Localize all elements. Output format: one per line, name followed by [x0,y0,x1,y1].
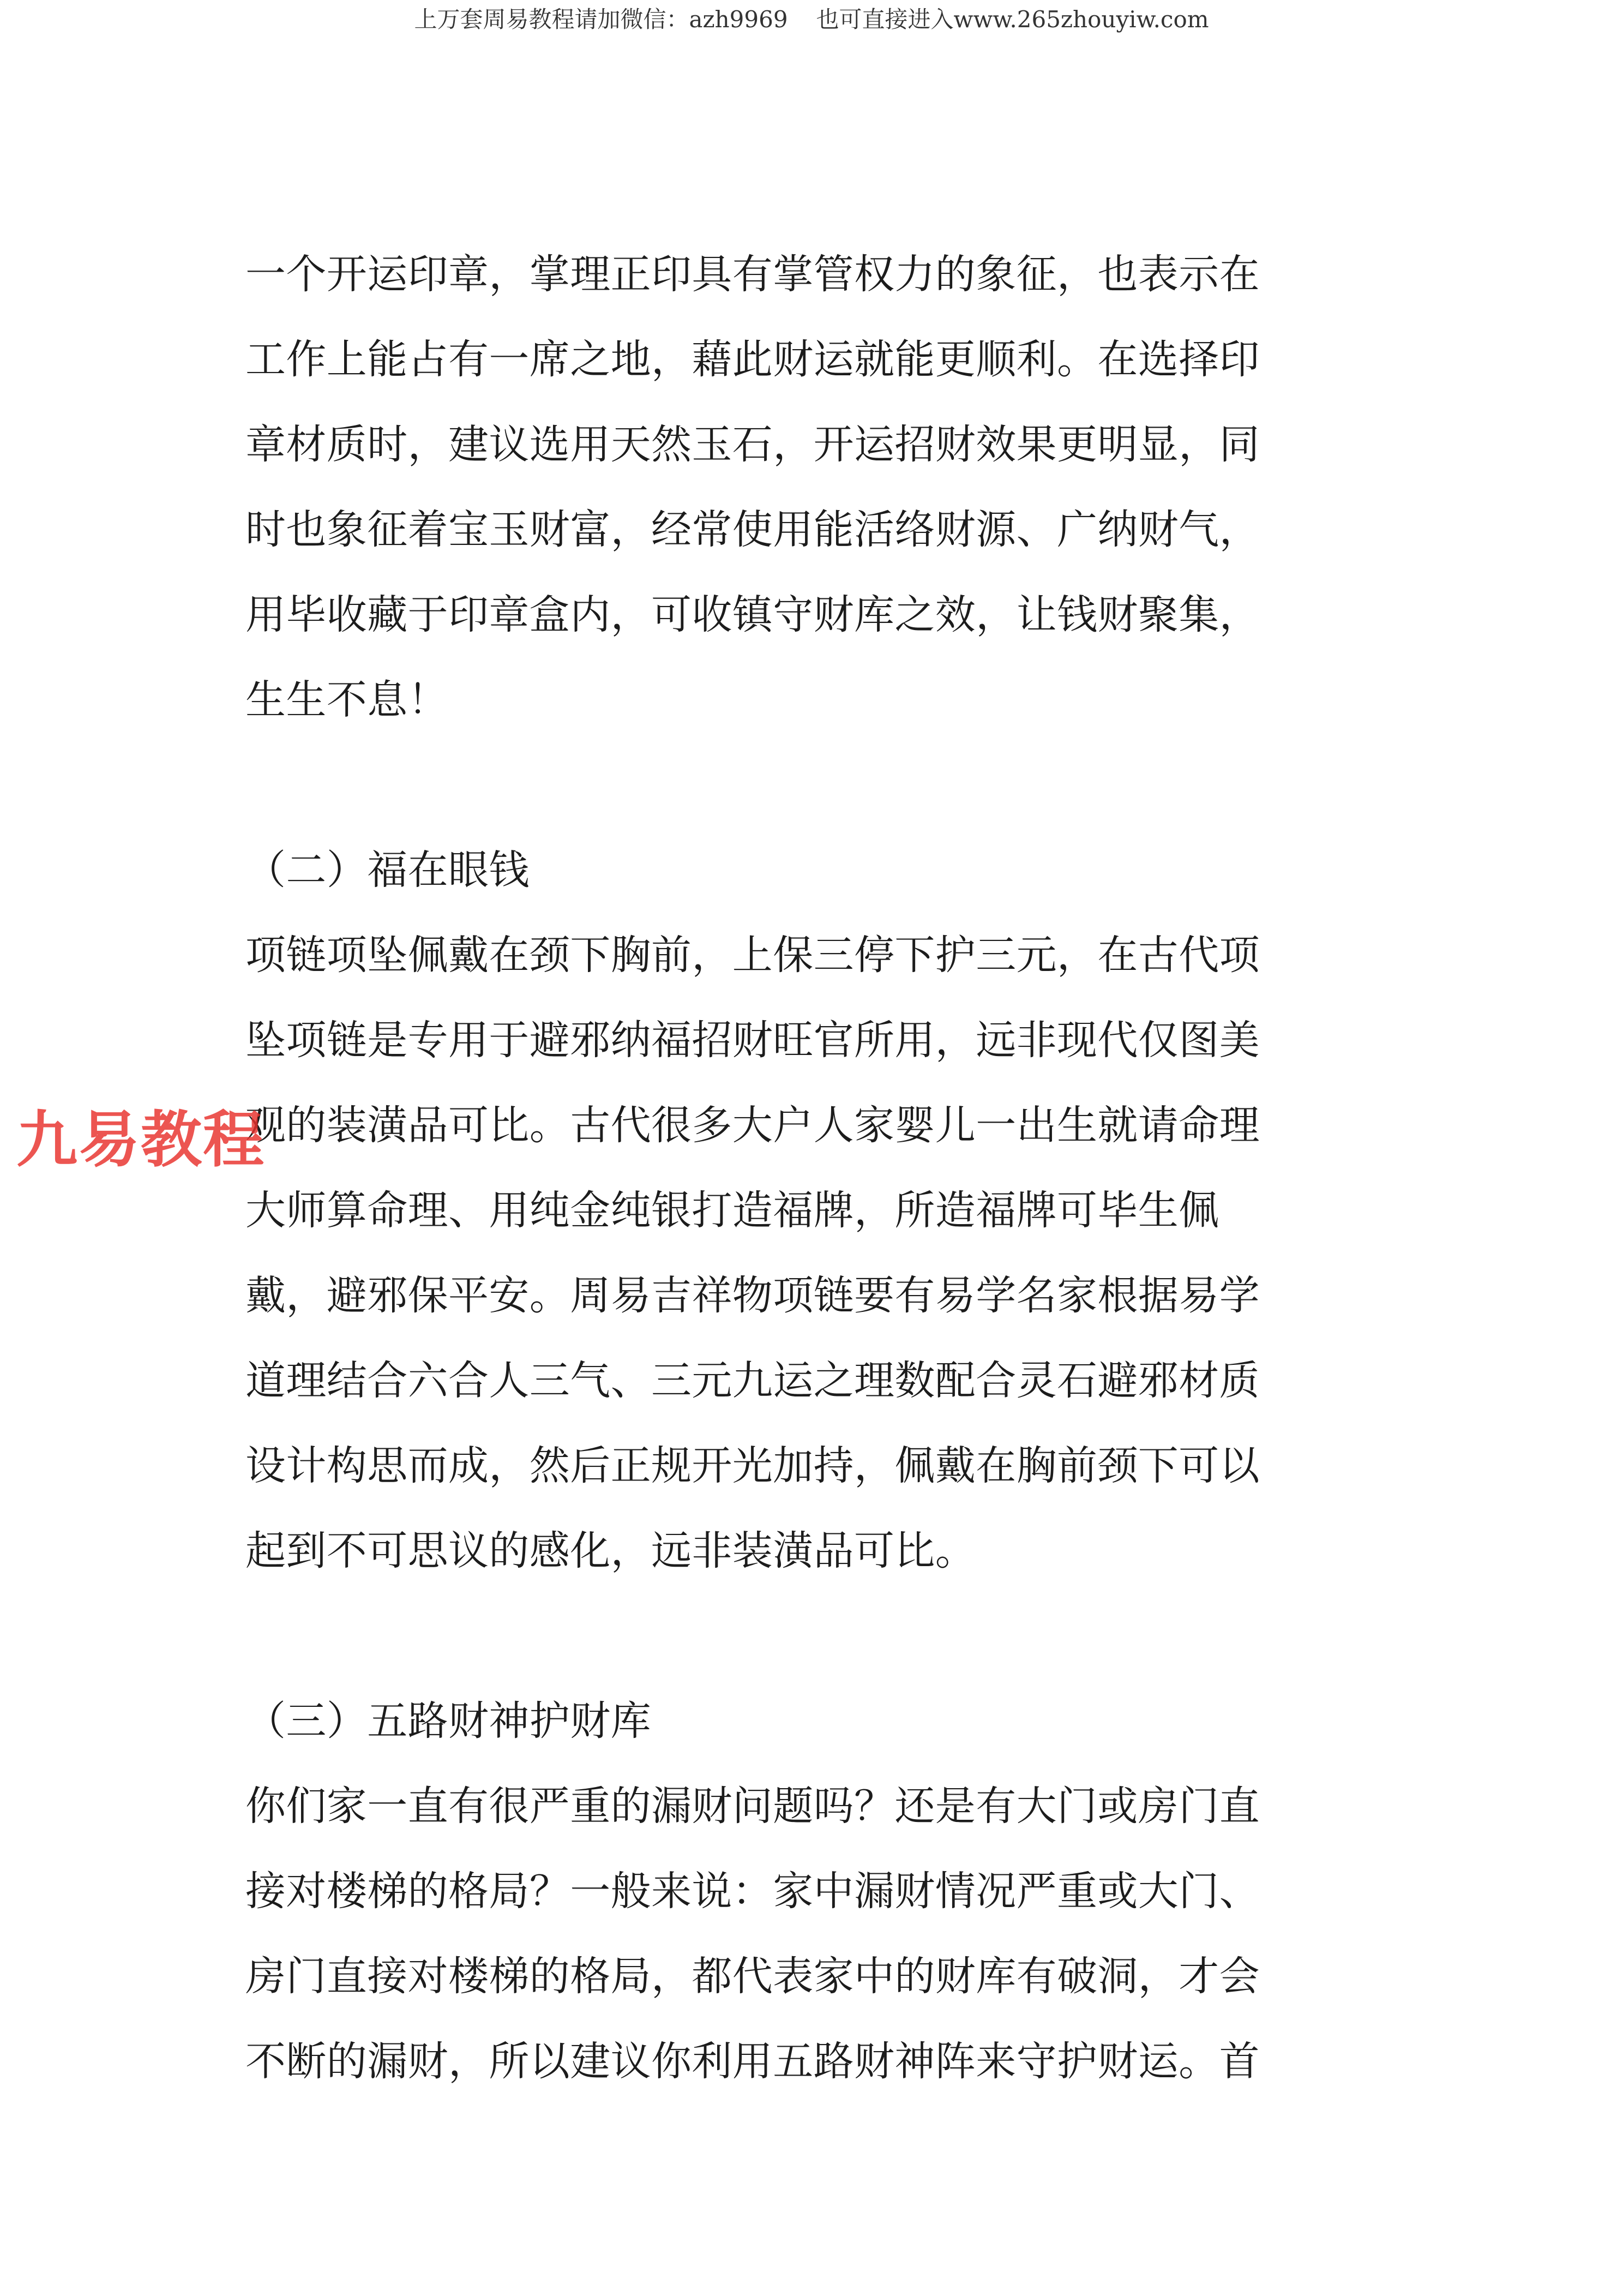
section-heading: （三）五路财神护财库 [245,1698,651,1745]
document-body [245,232,1391,2104]
paragraph-line: 工作上能占有一席之地，藉此财运就能更顺利。在选择印 [245,336,1260,383]
paragraph-line: 起到不可思议的感化，远非装潢品可比。 [245,1527,976,1574]
section-3 [245,1678,1391,2104]
paragraph-line: 时也象征着宝玉财富，经常使用能活络财源、广纳财气， [245,506,1260,553]
header-website-text: 也可直接进入www.265zhouyiw.com [816,6,1209,33]
paragraph-line: 大师算命理、用纯金纯银打造福牌，所造福牌可毕生佩 [245,1187,1219,1234]
watermark-logo: 九易教程 [16,1105,265,1176]
paragraph-gap [245,742,1391,828]
paragraph-line: 项链项坠佩戴在颈下胸前，上保三停下护三元，在古代项 [245,932,1260,979]
paragraph-line: 观的装潢品可比。古代很多大户人家婴儿一出生就请命理 [245,1102,1260,1149]
section-2 [245,828,1391,1593]
paragraph-line: 你们家一直有很严重的漏财问题吗？还是有大门或房门直 [245,1783,1260,1830]
paragraph-line: 接对楼梯的格局？一般来说：家中漏财情况严重或大门、 [245,1868,1260,1915]
paragraph-gap [245,1593,1391,1678]
intro-paragraph [245,232,1391,742]
paragraph-line: 用毕收藏于印章盒内，可收镇守财库之效，让钱财聚集， [245,591,1260,638]
paragraph-line: 章材质时，建议选用天然玉石，开运招财效果更明显，同 [245,421,1260,468]
page-header [0,4,1623,35]
paragraph-line: 设计构思而成，然后正规开光加持，佩戴在胸前颈下可以 [245,1442,1260,1489]
paragraph-line: 一个开运印章，掌理正印具有掌管权力的象征，也表示在 [245,251,1260,298]
paragraph-line: 道理结合六合人三气、三元九运之理数配合灵石避邪材质 [245,1357,1260,1404]
header-wechat-text: 上万套周易教程请加微信：azh9969 [414,6,788,33]
section-heading: （二）福在眼钱 [245,847,530,894]
paragraph-line: 房门直接对楼梯的格局，都代表家中的财库有破洞，才会 [245,1953,1260,2000]
paragraph-line: 生生不息！ [245,676,448,723]
paragraph-line: 坠项链是专用于避邪纳福招财旺官所用，远非现代仅图美 [245,1017,1260,1064]
paragraph-line: 不断的漏财，所以建议你利用五路财神阵来守护财运。首 [245,2038,1260,2085]
paragraph-line: 戴，避邪保平安。周易吉祥物项链要有易学名家根据易学 [245,1272,1260,1319]
